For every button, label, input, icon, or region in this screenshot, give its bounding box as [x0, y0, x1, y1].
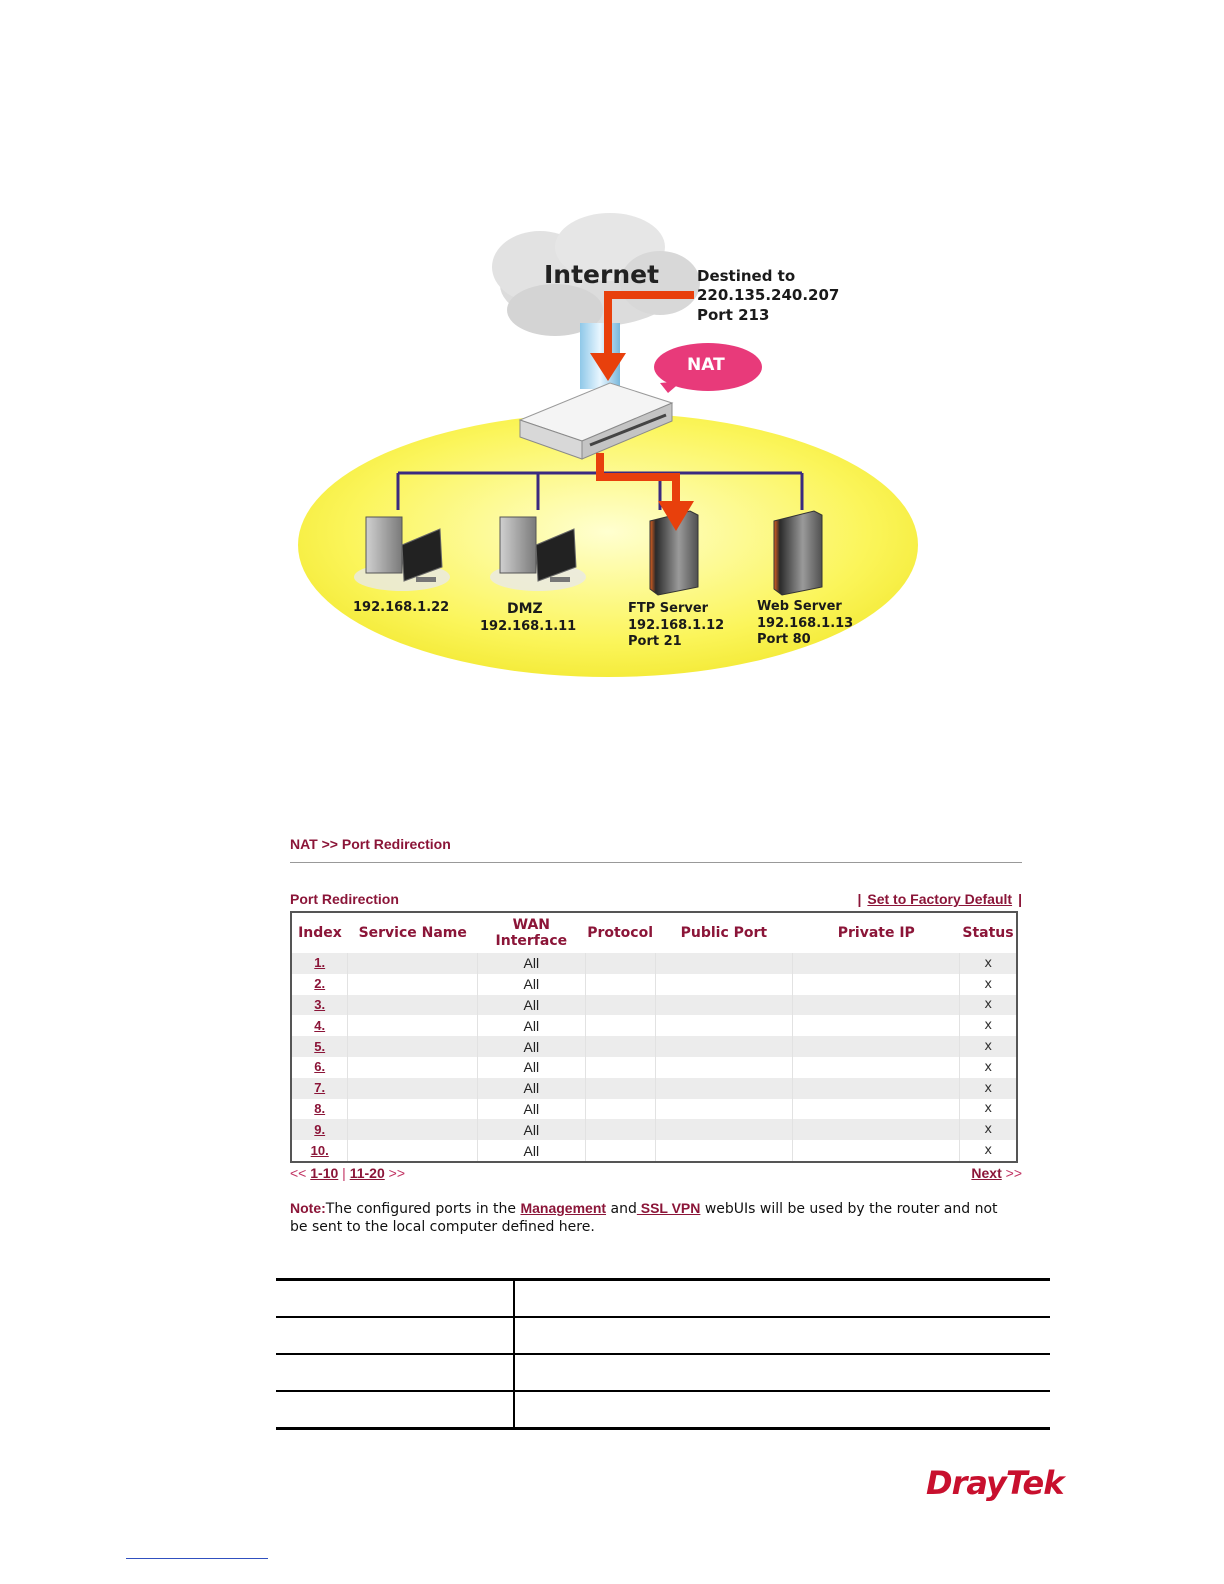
col-protocol: Protocol [587, 925, 654, 941]
wan-cell: All [478, 1057, 586, 1078]
index-link-6[interactable]: 6. [314, 1059, 326, 1075]
host-1-ip: 192.168.1.22 [353, 600, 450, 615]
index-link-1[interactable]: 1. [314, 955, 326, 971]
desc-row [276, 1354, 1050, 1391]
host-3-ip: 192.168.1.12 [628, 618, 725, 633]
desc-row [276, 1317, 1050, 1354]
host-3-port: Port 21 [628, 634, 682, 649]
status-cell: x [960, 1036, 1016, 1057]
desc-row [276, 1391, 1050, 1429]
note-label: Note: [290, 1199, 326, 1216]
note-text-3: webUIs will be used by the router and not be sent to the local computer defined here. [290, 1200, 998, 1235]
port-redirection-table [292, 913, 1016, 1161]
network-diagram [290, 205, 930, 685]
footer-line [126, 1558, 268, 1559]
index-link-4[interactable]: 4. [314, 1017, 326, 1033]
server-icon-web [774, 511, 822, 595]
ssl-vpn-link[interactable]: SSL VPN [636, 1199, 701, 1216]
next-arrows: >> [1005, 1164, 1022, 1181]
draytek-logo: DrayTek [926, 1464, 1064, 1502]
index-link-3[interactable]: 3. [314, 996, 326, 1012]
index-link-5[interactable]: 5. [314, 1038, 326, 1054]
status-cell: x [960, 1140, 1016, 1161]
destined-ip: 220.135.240.207 [697, 286, 840, 304]
note-text [290, 1199, 1010, 1236]
table-row [292, 1099, 1016, 1120]
index-link-2[interactable]: 2. [314, 976, 326, 992]
host-2-ip: 192.168.1.11 [480, 619, 577, 634]
index-link-7[interactable]: 7. [314, 1080, 326, 1096]
next-group [971, 1165, 1022, 1181]
page-next-arrows: >> [388, 1164, 405, 1181]
table-row [292, 1078, 1016, 1099]
table-row [292, 953, 1016, 974]
col-status: Status [962, 925, 1014, 941]
wan-cell: All [478, 1119, 586, 1140]
host-2-name: DMZ [507, 601, 543, 617]
title-divider [290, 862, 1022, 863]
host-4-name: Web Server [757, 599, 842, 614]
nat-label: NAT [687, 355, 725, 375]
wan-cell: All [478, 1099, 586, 1120]
table-row [292, 1057, 1016, 1078]
set-factory-default-link[interactable]: Set to Factory Default [867, 891, 1013, 907]
wan-cell: All [478, 974, 586, 995]
table-row [292, 1140, 1016, 1161]
host-4-ip: 192.168.1.13 [757, 616, 854, 631]
wan-cell: All [478, 995, 586, 1016]
prev-arrows: << [290, 1164, 307, 1181]
table-row [292, 974, 1016, 995]
index-link-10[interactable]: 10. [310, 1142, 329, 1158]
status-cell: x [960, 1057, 1016, 1078]
wan-cell: All [478, 1078, 586, 1099]
separator-right: | [1018, 891, 1022, 907]
table-row [292, 1119, 1016, 1140]
col-index: Index [298, 925, 342, 941]
next-link[interactable]: Next [971, 1164, 1002, 1181]
col-wan-interface: WAN Interface [495, 917, 568, 949]
page-11-20-link[interactable]: 11-20 [349, 1164, 385, 1181]
description-table [276, 1278, 1050, 1430]
breadcrumb: NAT >> Port Redirection [290, 836, 451, 852]
destined-port: Port 213 [697, 306, 770, 324]
col-service-name: Service Name [358, 925, 467, 941]
pagination [290, 1165, 1022, 1181]
note-text-1: The configured ports in the [325, 1200, 521, 1217]
status-cell: x [960, 1099, 1016, 1120]
index-link-9[interactable]: 9. [314, 1121, 326, 1137]
page-links [290, 1165, 405, 1181]
internet-label: Internet [544, 260, 660, 289]
wan-cell: All [478, 1036, 586, 1057]
host-4-port: Port 80 [757, 632, 811, 647]
status-cell: x [960, 1078, 1016, 1099]
table-row [292, 1036, 1016, 1057]
col-public-port: Public Port [680, 925, 768, 941]
table-row [292, 1015, 1016, 1036]
page-separator: | [342, 1164, 346, 1181]
section-header [290, 887, 1022, 907]
index-link-8[interactable]: 8. [314, 1100, 326, 1116]
status-cell: x [960, 1015, 1016, 1036]
host-3-name: FTP Server [628, 601, 709, 616]
table-header-row [292, 913, 1016, 953]
desc-row [276, 1280, 1050, 1318]
wan-cell: All [478, 1140, 586, 1161]
factory-default-group [857, 891, 1022, 907]
note-text-2: and [606, 1200, 637, 1217]
status-cell: x [960, 953, 1016, 974]
table-row [292, 995, 1016, 1016]
page-1-10-link[interactable]: 1-10 [310, 1164, 339, 1181]
status-cell: x [960, 995, 1016, 1016]
management-link[interactable]: Management [520, 1199, 607, 1216]
wan-cell: All [478, 953, 586, 974]
destined-label: Destined to [697, 267, 796, 285]
status-cell: x [960, 1119, 1016, 1140]
col-private-ip: Private IP [837, 925, 915, 941]
separator-left: | [857, 891, 862, 907]
section-title: Port Redirection [290, 891, 399, 907]
port-redirection-screen [290, 830, 1022, 1236]
wan-cell: All [478, 1015, 586, 1036]
port-redirection-table-box [290, 911, 1018, 1163]
status-cell: x [960, 974, 1016, 995]
